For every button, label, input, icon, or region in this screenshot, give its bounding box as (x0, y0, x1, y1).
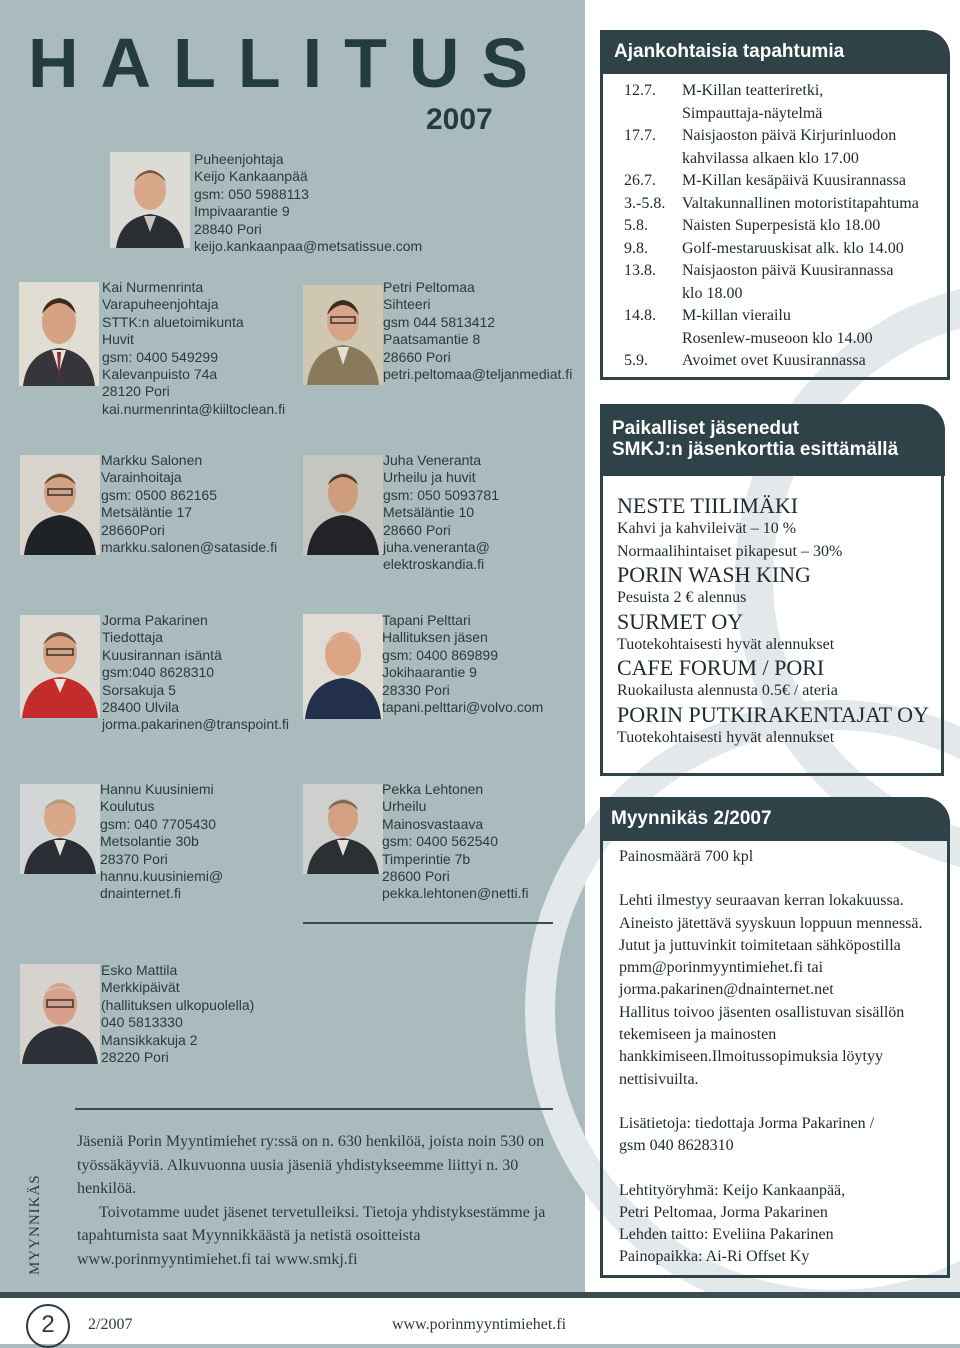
divider (303, 922, 553, 924)
email-text: keijo.kankaanpaa@metsatissue.com (194, 238, 423, 255)
portrait-photo (20, 455, 100, 555)
portrait-photo (303, 784, 383, 874)
website-link[interactable]: www.porinmyyntimiehet.fi (392, 1316, 567, 1333)
side-label: MYYNNIKÄS (27, 1174, 43, 1275)
page-title: HALLITUS (28, 24, 551, 102)
portrait-photo (20, 615, 100, 718)
person-anniversaries: Esko Mattila Merkkipäivät (hallituksen ulkopuolella) 040 5813330 Mansikkakuja 2 28220 Pori (101, 962, 255, 1066)
events-heading: Ajankohtaisia tapahtumia (600, 30, 950, 74)
person-secretary: Petri Peltomaa Sihteeri gsm 044 5813412 Paatsamantie 8 28660 Pori petri.peltomaa@teljanmediat.fi (383, 279, 573, 383)
person-training: Hannu Kuusiniemi Koulutus gsm: 040 7705430 Metsolantie 30b 28370 Pori hannu.kuusiniemi@ dnainternet.fi (100, 781, 224, 902)
benefit-name: SURMET OY (617, 608, 744, 634)
event-item: 26.7. M-Killan kesäpäivä Kuusirannassa (624, 172, 906, 189)
benefit-name: CAFE FORUM / PORI (617, 655, 825, 680)
email-text: kai.nurmenrinta@kiiltoclean.fi (102, 400, 286, 417)
myynnikas-heading: Myynnikäs 2/2007 (600, 797, 950, 841)
event-item: 12.7. M-Killan teatteriretki, Simpauttaja-näytelmä (624, 82, 824, 122)
portrait-photo (303, 285, 383, 385)
benefits-heading: Paikalliset jäsenedut SMKJ:n jäsenkorttia esittämällä (600, 404, 945, 476)
membership-text: Jäseniä Porin Myyntimiehet ry:ssä on n. 630 henkilöä, joista noin 530 on työssäkäyviä. Alkuvuonna uusia jäseniä yhdistykseemme liittyi n. 30 henkilöä. Toivotamme uudet jäsenet tervetulleiksi. Tietoja yhdistyksestämme ja tapahtumista saat Myynnikkäästä ja netistä osoitteista www.porinmyyntimiehet.fi tai www.smkj.fi (77, 1133, 546, 1268)
benefit-name: PORIN PUTKIRAKENTAJAT OY (617, 701, 929, 727)
page-number: 2 (26, 1304, 70, 1348)
event-item: 3.-5.8. Valtakunnallinen motoristitapahtuma (624, 194, 919, 212)
portrait-photo (303, 455, 383, 555)
event-item: 9.8. Golf-mestaruuskisat alk. klo 14.00 (624, 239, 904, 257)
event-item: 5.8. Naisten Superpesistä klo 18.00 (624, 217, 881, 234)
email-text: tapani.pelttari@volvo.com (382, 699, 544, 716)
portrait-photo (19, 282, 99, 386)
event-item: 5.9. Avoimet ovet Kuusirannassa (624, 352, 866, 369)
portrait-photo (20, 964, 100, 1064)
person-advertising: Pekka Lehtonen Urheilu Mainosvastaava gsm: 0400 562540 Timperintie 7b 28600 Pori pekka.lehtonen@netti.fi (382, 781, 529, 902)
benefits-list: NESTE TIILIMÄKI Kahvi ja kahvileivät – 10 % Normaalihintaiset pikapesut – 30% PORIN WASH KING Pesuista 2 € alennus SURMET OY Tuotekohtaisesti hyvät alennukset CAFE FORUM / PORI Ruokailusta alennusta 0.5€ / ateria PORIN PUTKIRAKENTAJAT OY Tuotekohtaisesti hyvät alennukset (617, 493, 929, 746)
benefit-name: NESTE TIILIMÄKI (617, 493, 799, 518)
events-list (624, 80, 919, 373)
portrait-photo (303, 614, 383, 719)
email-text: juha.veneranta@ (383, 539, 490, 556)
divider (75, 1108, 553, 1110)
page-year: 2007 (426, 103, 493, 136)
issue-label: 2/2007 (88, 1316, 133, 1333)
event-item: 13.8. Naisjaoston päivä Kuusirannassa klo 18.00 (624, 262, 894, 302)
myynnikas-text: Painosmäärä 700 kpl Lehti ilmestyy seuraavan kerran lokakuussa. Aineisto jätettävä syyskuun loppuun mennessä. Jutut ja juttuvinkit toimitetaan sähköpostilla pmm@porinmyyntimiehet.fi tai jorma.pakarinen@dnainternet.net Hallitus toivoo jäsenten osallistuvan sisällön tekemiseen ja mainosten hankkimiseen.Ilmoitussopimuksia löytyy nettisivuilta. Lisätietoja: tiedottaja Jorma Pakarinen / gsm 040 8628310 Lehtityöryhmä: Keijo Kankaanpää, Petri Peltomaa, Jorma Pakarinen Lehden taitto: Eveliina Pakarinen Painopaikka: Ai-Ri Offset Ky (619, 848, 923, 1266)
event-item: 14.8. M-killan vierailu Rosenlew-museoon klo 14.00 (624, 307, 873, 347)
person-treasurer: Markku Salonen Varainhoitaja gsm: 0500 862165 Metsäläntie 17 28660Pori markku.salonen@sataside.fi (101, 452, 278, 556)
email-text: pekka.lehtonen@netti.fi (382, 885, 529, 902)
person-vice-chairman: Kai Nurmenrinta Varapuheenjohtaja STTK:n aluetoimikunta Huvit gsm: 0400 549299 Kalevanpuisto 74a 28120 Pori kai.nurmenrinta@kiiltoclean.fi (102, 279, 286, 417)
footer-bar (0, 1292, 960, 1298)
person-sports: Juha Veneranta Urheilu ja huvit gsm: 050 5093781 Metsäläntie 10 28660 Pori juha.veneranta@ elektroskandia.fi (383, 452, 499, 573)
email-text: petri.peltomaa@teljanmediat.fi (383, 366, 573, 383)
email-text: markku.salonen@sataside.fi (101, 539, 278, 556)
portrait-photo (20, 784, 100, 874)
benefit-name: PORIN WASH KING (617, 562, 811, 587)
person-chairman: Puheenjohtaja Keijo Kankaanpää gsm: 050 5988113 Impivaarantie 9 28840 Pori keijo.kankaanpaa@metsatissue.com (194, 151, 423, 255)
email-text: jorma.pakarinen@transpoint.fi (102, 716, 289, 733)
person-board-member: Tapani Pelttari Hallituksen jäsen gsm: 0400 869899 Jokihaarantie 9 28330 Pori tapani.pelttari@volvo.com (382, 612, 544, 716)
event-item: 17.7. Naisjaoston päivä Kirjurinluodon kahvilassa alkaen klo 17.00 (624, 127, 897, 167)
email-text: hannu.kuusiniemi@ (100, 868, 224, 885)
person-press-officer: Jorma Pakarinen Tiedottaja Kuusirannan isäntä gsm:040 8628310 Sorsakuja 5 28400 Ulvila jorma.pakarinen@transpoint.fi (102, 612, 289, 733)
portrait-photo (110, 152, 190, 248)
